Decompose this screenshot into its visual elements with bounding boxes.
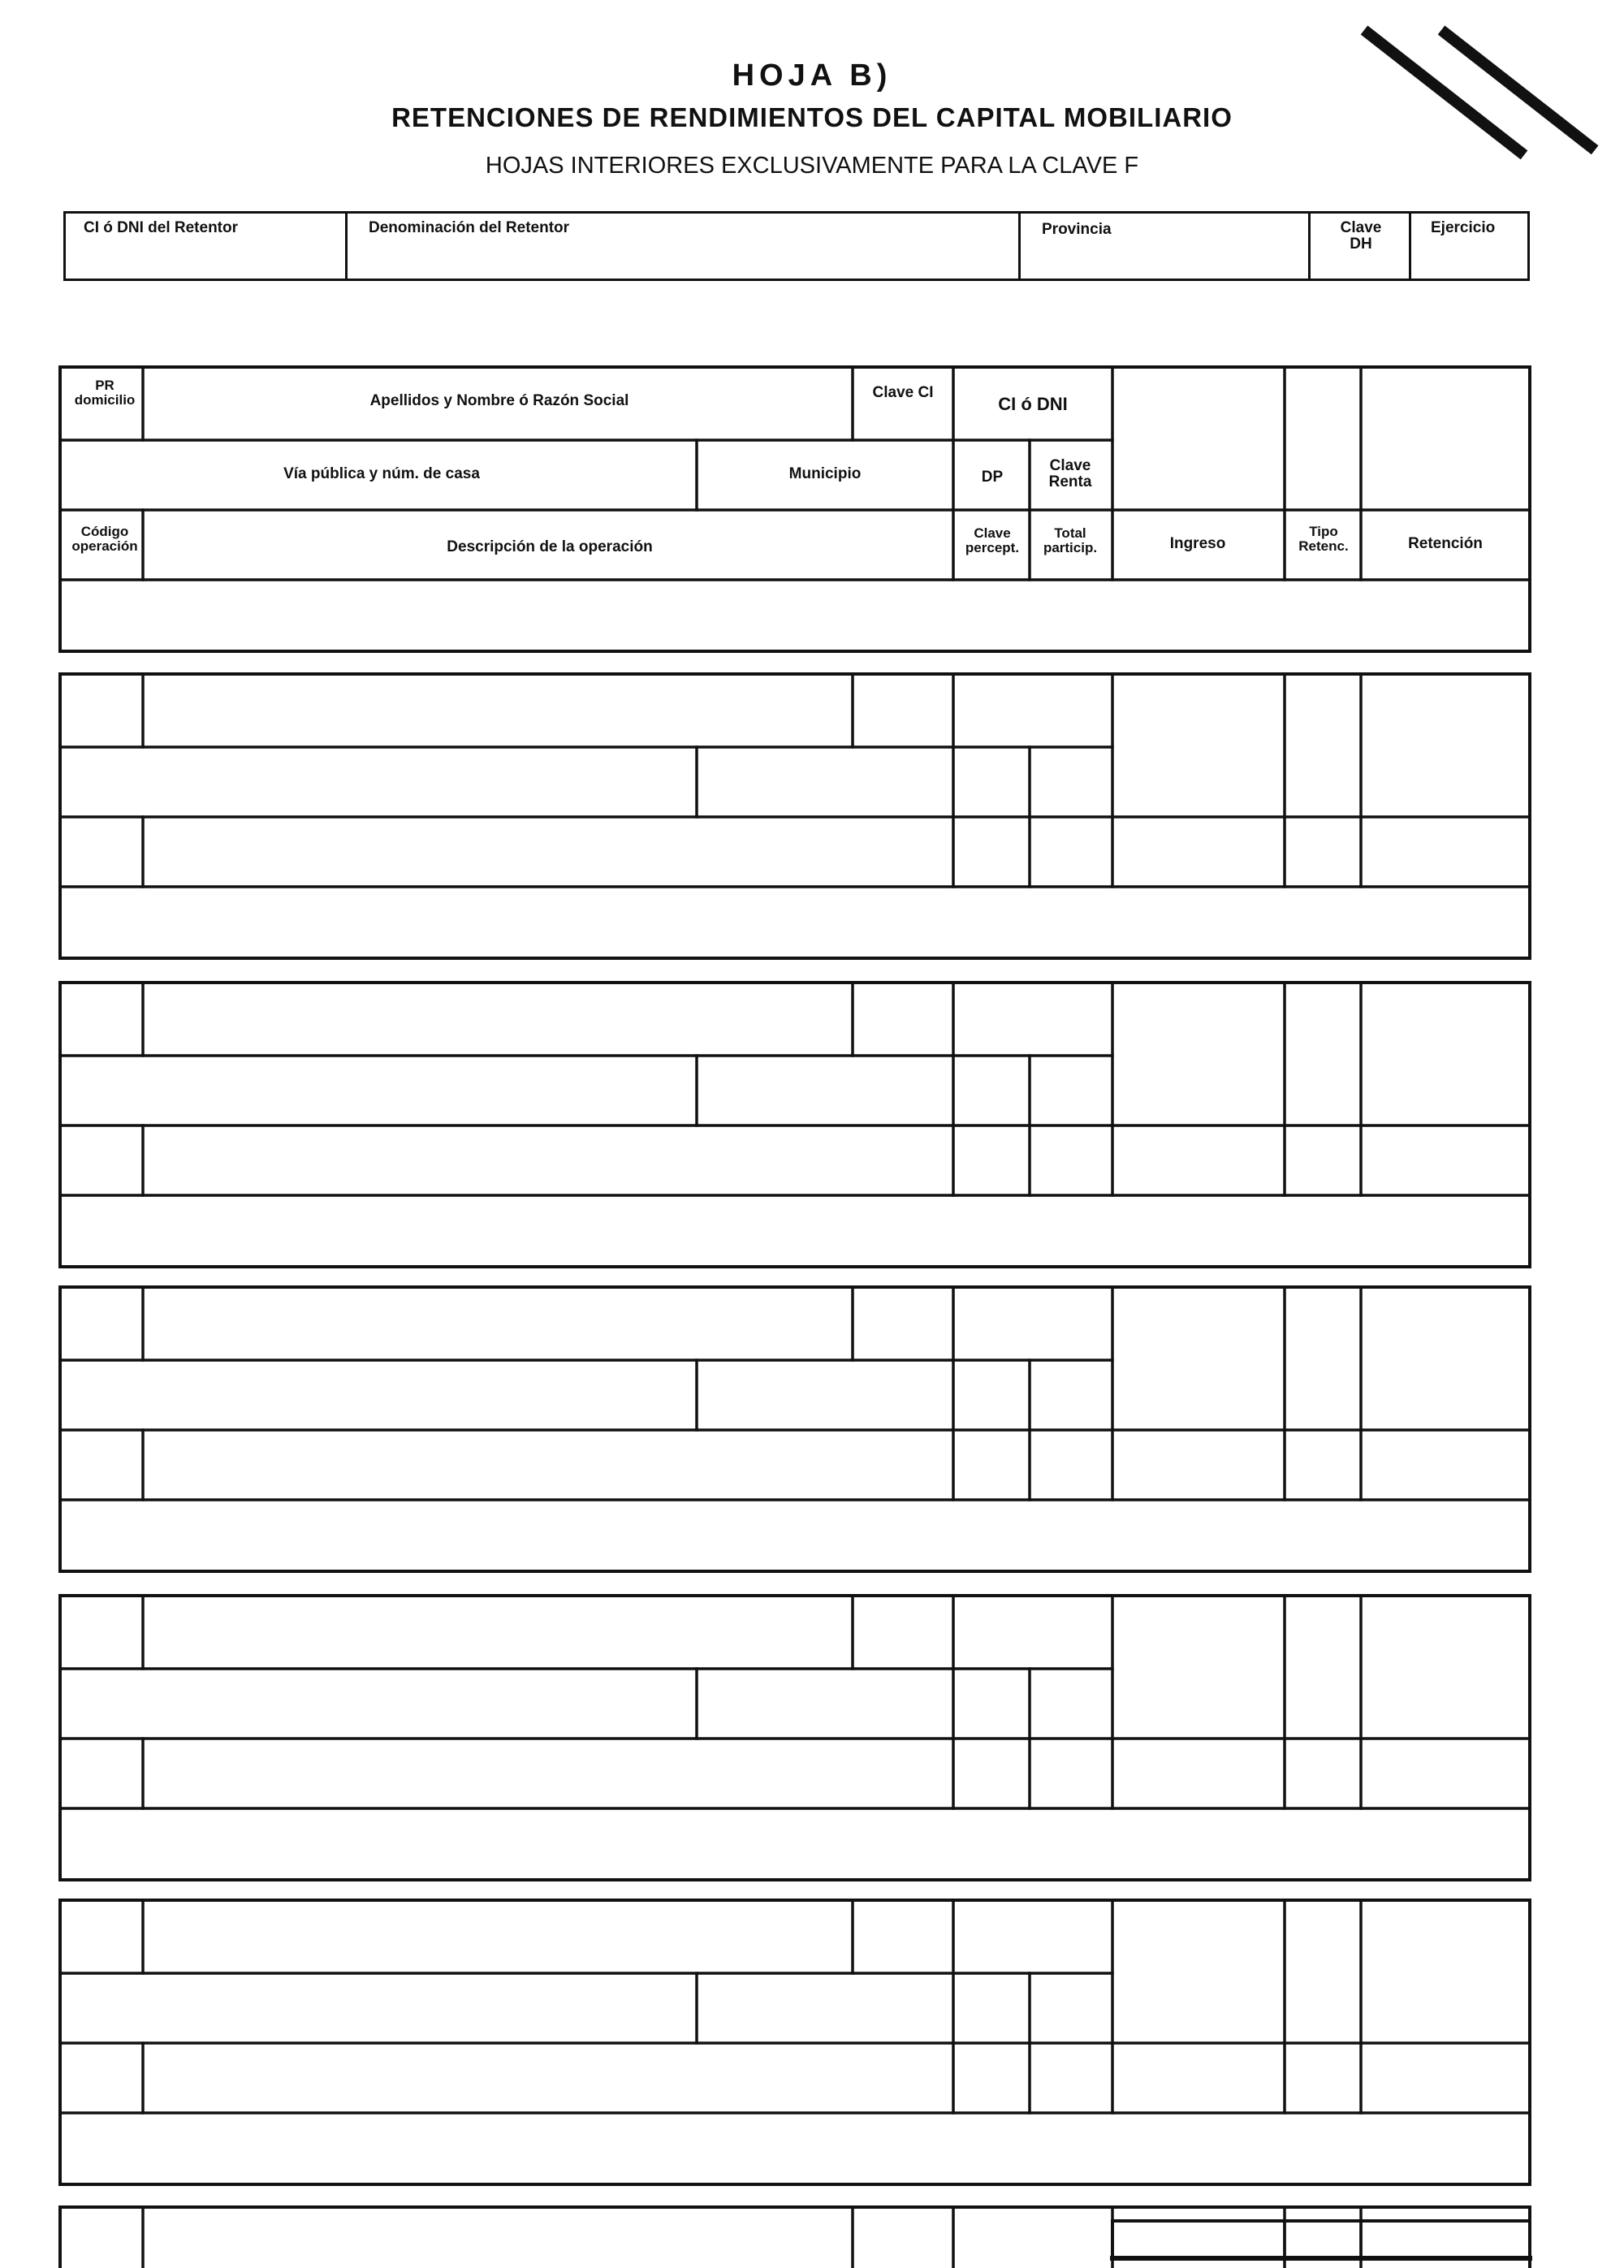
retentor-name-label: Denominación del Retentor — [369, 219, 570, 236]
sheet-note: HOJAS INTERIORES EXCLUSIVAMENTE PARA LA CLAVE F — [485, 153, 1139, 179]
apellidos-label: Apellidos y Nombre ó Razón Social — [369, 392, 629, 409]
sheet-title: HOJA B) — [732, 58, 892, 93]
tipo-retenc-label: Tipo Retenc. — [1298, 524, 1349, 554]
clave-percep-label: Clave percept. — [965, 525, 1020, 555]
ingreso-label: Ingreso — [1169, 535, 1226, 552]
dp-label: DP — [981, 469, 1004, 486]
descripcion-label: Descripción de la operación — [447, 538, 653, 555]
codigo-operacion-label: Código operación — [71, 524, 138, 554]
via-publica-label: Vía pública y núm. de casa — [283, 465, 480, 482]
clave-dh-label: Clave DH — [1340, 219, 1382, 253]
retentor-id-label: CI ó DNI del Retentor — [84, 219, 239, 236]
total-particip-label: Total particip. — [1043, 525, 1098, 555]
retencion-label: Retención — [1408, 535, 1483, 552]
sheet-subtitle: RETENCIONES DE RENDIMIENTOS DEL CAPITAL MOBILIARIO — [391, 102, 1233, 132]
municipio-label: Municipio — [788, 465, 862, 482]
ci-dni-label: CI ó DNI — [998, 394, 1068, 414]
pr-domicilio-label: PR domicilio — [74, 378, 136, 408]
ejercicio-label: Ejercicio — [1431, 219, 1496, 236]
clave-ci-label: Clave CI — [872, 384, 934, 401]
province-label: Provincia — [1042, 221, 1112, 238]
clave-renta-label: Clave Renta — [1048, 457, 1092, 490]
